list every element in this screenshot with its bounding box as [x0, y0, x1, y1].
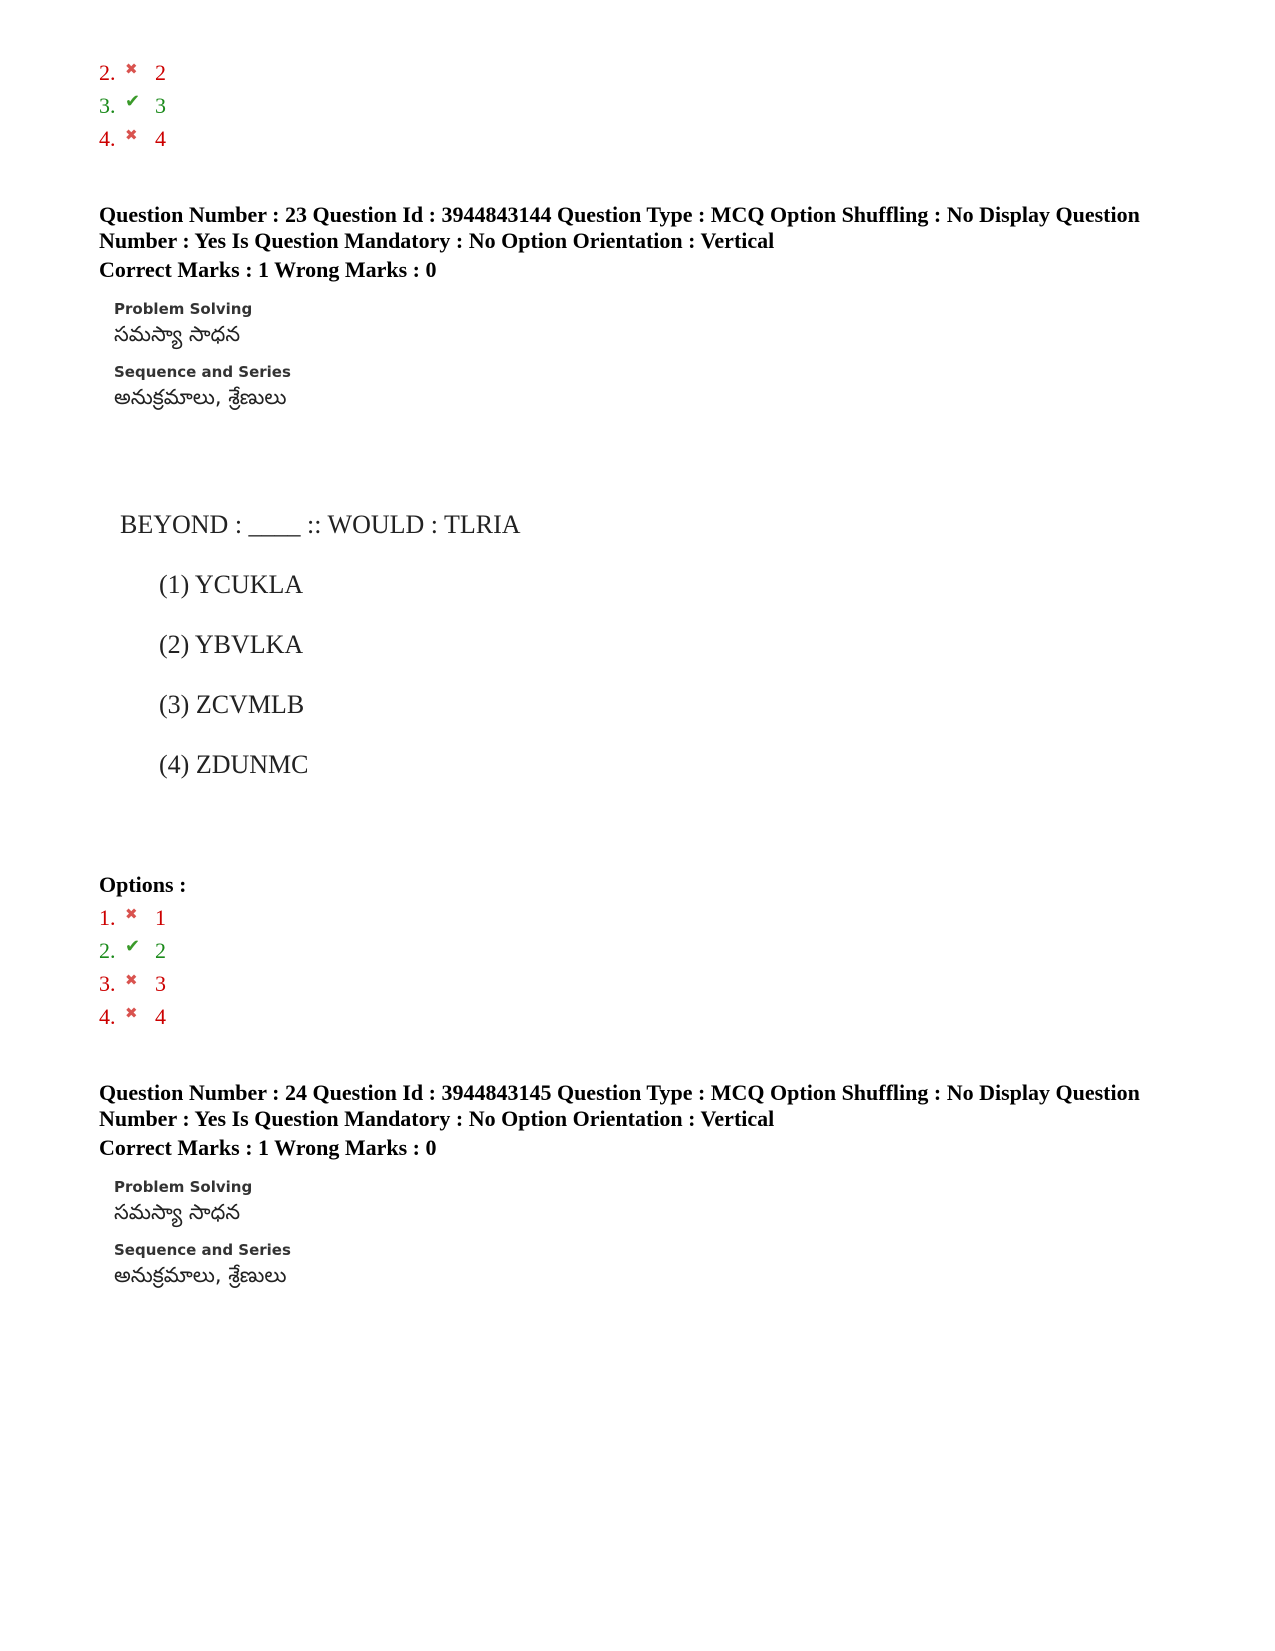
- tag-telugu: సమస్యా సాధన: [114, 322, 241, 346]
- cross-icon: ✖: [125, 126, 138, 144]
- option-value: 3: [155, 971, 166, 996]
- option-number: 3.: [99, 971, 116, 996]
- question-marks: Correct Marks : 1 Wrong Marks : 0: [99, 257, 437, 282]
- question-meta: Question Number : 24 Question Id : 3944843145 Question Type : MCQ Option Shuffling : No Display Question Number : Yes Is Question Mandatory : No Option Orientation : Vertical: [99, 1080, 1140, 1131]
- option-number: 4.: [99, 126, 116, 151]
- option-value: 3: [155, 93, 166, 118]
- option-line: [99, 126, 166, 154]
- question-choice: (4) ZDUNMC: [159, 750, 309, 779]
- option-value: 2: [155, 938, 166, 963]
- tag-english: Problem Solving: [114, 300, 253, 318]
- cross-icon: ✖: [125, 905, 138, 923]
- option-line: [99, 971, 166, 999]
- question-meta: Question Number : 23 Question Id : 3944843144 Question Type : MCQ Option Shuffling : No Display Question Number : Yes Is Question Mandatory : No Option Orientation : Vertical: [99, 202, 1140, 253]
- tag-english: Sequence and Series: [114, 1241, 291, 1259]
- option-line: [99, 1004, 166, 1032]
- tag-english: Problem Solving: [114, 1178, 253, 1196]
- option-line: [99, 938, 166, 966]
- cross-icon: ✖: [125, 60, 138, 78]
- options-heading: Options :: [99, 872, 187, 897]
- option-line: [99, 60, 166, 88]
- tag-english: Sequence and Series: [114, 363, 291, 381]
- question-marks: Correct Marks : 1 Wrong Marks : 0: [99, 1135, 437, 1160]
- option-line: [99, 93, 166, 121]
- option-line: [99, 905, 166, 933]
- tag-telugu: అనుక్రమాలు, శ్రేణులు: [114, 385, 287, 409]
- check-icon: ✔: [125, 936, 141, 957]
- question-choice: (1) YCUKLA: [159, 570, 304, 599]
- option-number: 2.: [99, 938, 116, 963]
- question-choice: (2) YBVLKA: [159, 630, 304, 659]
- cross-icon: ✖: [125, 971, 138, 989]
- tag-telugu: అనుక్రమాలు, శ్రేణులు: [114, 1263, 287, 1287]
- question-choice: (3) ZCVMLB: [159, 690, 305, 719]
- cross-icon: ✖: [125, 1004, 138, 1022]
- option-value: 4: [155, 126, 166, 151]
- option-value: 4: [155, 1004, 166, 1029]
- tag-telugu: సమస్యా సాధన: [114, 1200, 241, 1224]
- option-number: 3.: [99, 93, 116, 118]
- check-icon: ✔: [125, 91, 141, 112]
- option-number: 4.: [99, 1004, 116, 1029]
- option-value: 2: [155, 60, 166, 85]
- question-stem: BEYOND : ____ :: WOULD : TLRIA: [120, 510, 521, 539]
- option-number: 2.: [99, 60, 116, 85]
- option-number: 1.: [99, 905, 116, 930]
- option-value: 1: [155, 905, 166, 930]
